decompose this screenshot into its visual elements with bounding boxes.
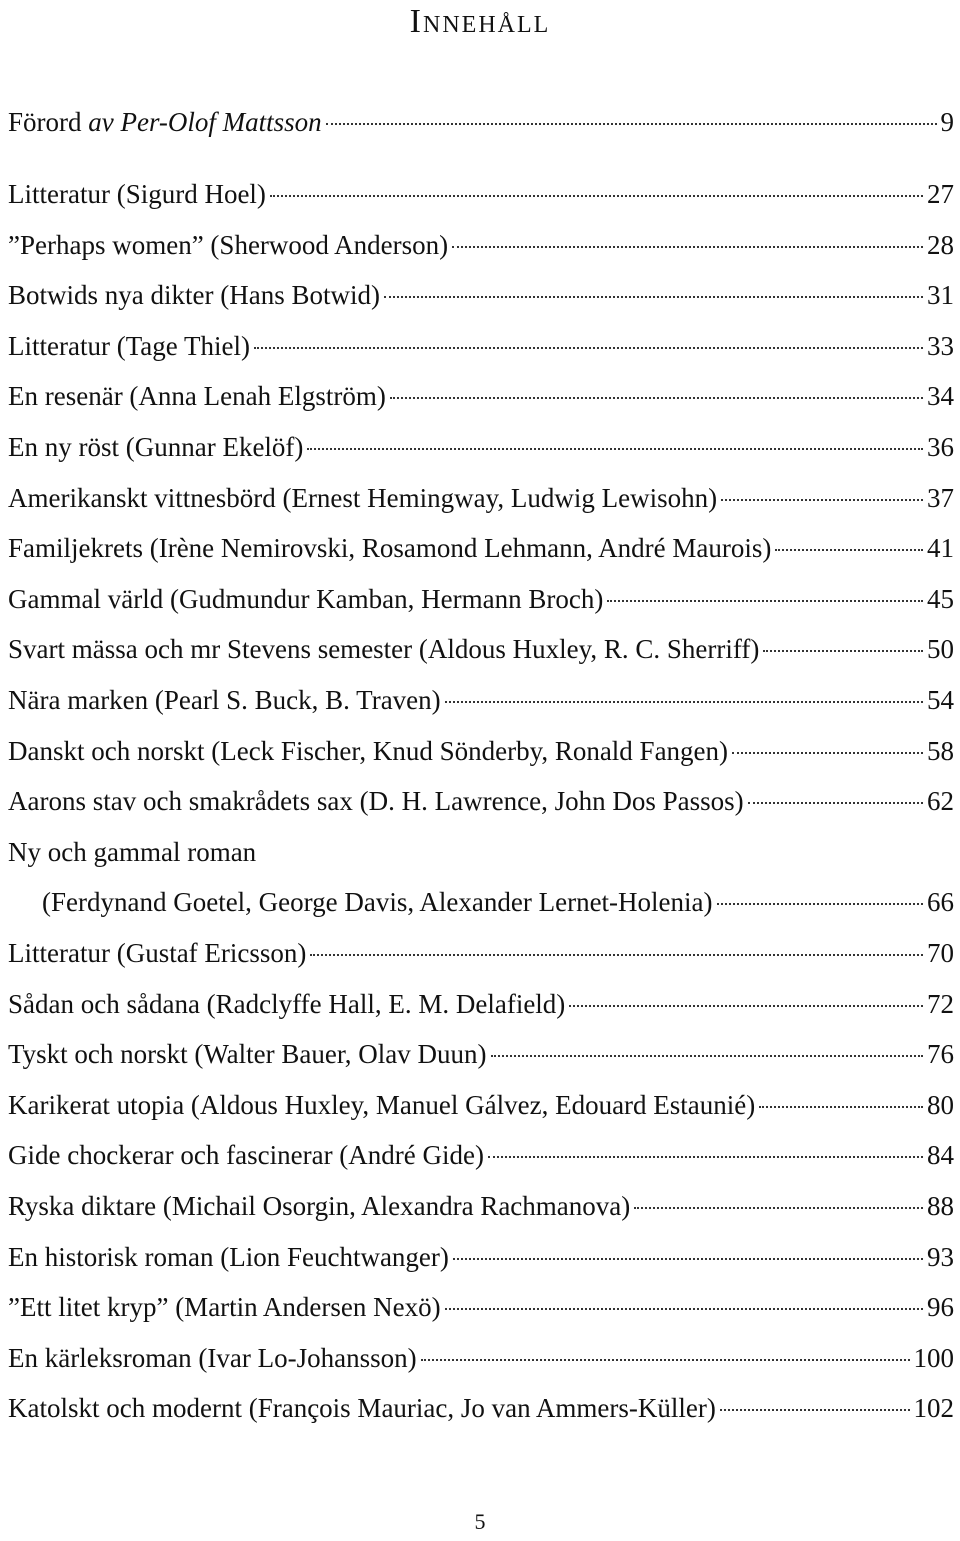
dot-leader: [748, 802, 923, 804]
toc-entry-title: Förord av Per-Olof Mattsson: [8, 107, 322, 137]
toc-entry-page: 102: [913, 1393, 954, 1424]
toc-entry-page: 9: [940, 107, 954, 137]
dot-leader: [721, 499, 923, 501]
toc-entry: [8, 733, 954, 769]
dot-leader: [421, 1359, 910, 1361]
toc-entry: [8, 378, 954, 414]
toc-entry-page: 34: [927, 381, 954, 412]
toc-entry-page: 96: [927, 1292, 954, 1323]
toc-entry-page: 36: [927, 432, 954, 462]
toc-entry-title: Sådan och sådana (Radclyffe Hall, E. M. Delafield): [8, 988, 566, 1019]
dot-leader: [732, 752, 923, 754]
toc-entry-page: 88: [927, 1191, 954, 1221]
toc-entry-page: 27: [927, 179, 954, 209]
toc-entry: [8, 884, 954, 920]
dot-leader: [445, 1308, 923, 1310]
dot-leader: [270, 195, 923, 197]
toc-entry: [8, 429, 954, 465]
dot-leader: [488, 1156, 923, 1158]
dot-leader: [720, 1409, 910, 1411]
toc-entry: [8, 783, 954, 819]
toc-entry-page: 84: [927, 1140, 954, 1171]
toc-entry: [8, 1239, 954, 1275]
toc-entry-author: av Per-Olof Mattsson: [81, 107, 322, 137]
dot-leader: [445, 701, 923, 703]
toc-entry: [8, 682, 954, 718]
toc-entry-title: Tyskt och norskt (Walter Bauer, Olav Duun): [8, 1039, 487, 1070]
toc-entry-preface: [8, 104, 954, 140]
page-title: Innehåll: [409, 3, 551, 40]
toc-entry-page: 70: [927, 938, 954, 968]
toc-entry-title: Litteratur (Gustaf Ericsson): [8, 938, 307, 968]
dot-leader: [390, 397, 923, 399]
toc-entry: [8, 530, 954, 566]
toc-entry-title: Danskt och norskt (Leck Fischer, Knud Sönderby, Ronald Fangen): [8, 735, 729, 766]
dot-leader: [491, 1055, 924, 1057]
toc-entry: [8, 581, 954, 617]
dot-leader: [307, 448, 923, 450]
toc-entry-title: ”Ett litet kryp” (Martin Andersen Nexö): [8, 1292, 441, 1323]
toc-entry: [8, 1036, 954, 1072]
dot-leader: [775, 549, 923, 551]
toc-entry-page: 33: [927, 330, 954, 361]
toc-entry-title: Aarons stav och smakrådets sax (D. H. Lawrence, John Dos Passos): [8, 786, 744, 817]
toc-entry: [8, 176, 954, 212]
toc-entry-page: 45: [927, 583, 954, 614]
dot-leader: [763, 650, 923, 652]
dot-leader: [607, 600, 923, 602]
toc-entry: [8, 986, 954, 1022]
toc-entry-title: En kärleksroman (Ivar Lo-Johansson): [8, 1342, 417, 1373]
toc-entry: [8, 1340, 954, 1376]
toc-entry-page: 62: [927, 786, 954, 817]
toc-entry: [8, 1087, 954, 1123]
toc-entry-page: 58: [927, 735, 954, 766]
toc-entry-page: 50: [927, 634, 954, 665]
toc-entry-title: Katolskt och modernt (François Mauriac, Jo van Ammers-Küller): [8, 1393, 716, 1424]
toc-entry: [8, 328, 954, 364]
toc-entry: [8, 277, 954, 313]
toc-entry-page: 31: [927, 280, 954, 311]
page-number: 5: [474, 1509, 486, 1534]
toc-entry: [8, 935, 954, 971]
toc-entry: [8, 1188, 954, 1224]
dot-leader: [759, 1106, 923, 1108]
toc-entry-page: 76: [927, 1039, 954, 1070]
toc-entry-page: 66: [927, 887, 954, 918]
toc-entry-heading-line: [8, 834, 954, 870]
dot-leader: [453, 1258, 923, 1260]
toc-entry-page: 80: [927, 1089, 954, 1120]
toc-entry-page: 100: [913, 1342, 954, 1373]
toc-entry-title: En resenär (Anna Lenah Elgström): [8, 381, 386, 412]
toc-entry-title: ”Perhaps women” (Sherwood Anderson): [8, 229, 449, 260]
dot-leader: [569, 1005, 923, 1007]
toc-entry-page: 54: [927, 685, 954, 715]
toc-entry-page: 72: [927, 988, 954, 1019]
toc-entry: [8, 227, 954, 263]
toc-entry-page: 93: [927, 1241, 954, 1272]
toc-entry-title: Litteratur (Sigurd Hoel): [8, 179, 266, 209]
toc-entry-title: En historisk roman (Lion Feuchtwanger): [8, 1241, 449, 1272]
toc-entry-title: Svart mässa och mr Stevens semester (Aldous Huxley, R. C. Sherriff): [8, 634, 760, 665]
toc-entry: [8, 480, 954, 516]
toc-entry-title: En ny röst (Gunnar Ekelöf): [8, 432, 304, 462]
toc-entry: [8, 1289, 954, 1325]
dot-leader: [717, 903, 923, 905]
dot-leader: [254, 347, 923, 349]
toc-entry-page: 41: [927, 533, 954, 564]
toc-entry: [8, 1137, 954, 1173]
toc-entry-subtitle: (Ferdynand Goetel, George Davis, Alexander Lernet-Holenia): [42, 887, 713, 918]
dot-leader: [326, 123, 937, 125]
dot-leader: [310, 954, 923, 956]
toc-entry: [8, 1390, 954, 1426]
dot-leader: [384, 296, 923, 298]
toc-entry-title: Familjekrets (Irène Nemirovski, Rosamond Lehmann, André Maurois): [8, 533, 772, 564]
toc-entry-title: Ny och gammal roman: [8, 836, 257, 867]
dot-leader: [634, 1207, 923, 1209]
toc-entry-title: Litteratur (Tage Thiel): [8, 330, 250, 361]
toc-entry-title: Karikerat utopia (Aldous Huxley, Manuel Gálvez, Edouard Estaunié): [8, 1089, 756, 1120]
toc-entry-title: Nära marken (Pearl S. Buck, B. Traven): [8, 685, 441, 715]
dot-leader: [452, 246, 923, 248]
toc-entry-title: Ryska diktare (Michail Osorgin, Alexandra Rachmanova): [8, 1191, 631, 1221]
toc-entry-title: Botwids nya dikter (Hans Botwid): [8, 280, 380, 311]
toc-entry-title: Gammal värld (Gudmundur Kamban, Hermann Broch): [8, 583, 604, 614]
toc-entry-title: Gide chockerar och fascinerar (André Gide): [8, 1140, 484, 1171]
toc-entry-page: 28: [927, 229, 954, 260]
toc-entry: [8, 631, 954, 667]
toc-entry-page: 37: [927, 482, 954, 513]
toc-entry-title: Amerikanskt vittnesbörd (Ernest Hemingway, Ludwig Lewisohn): [8, 482, 718, 513]
